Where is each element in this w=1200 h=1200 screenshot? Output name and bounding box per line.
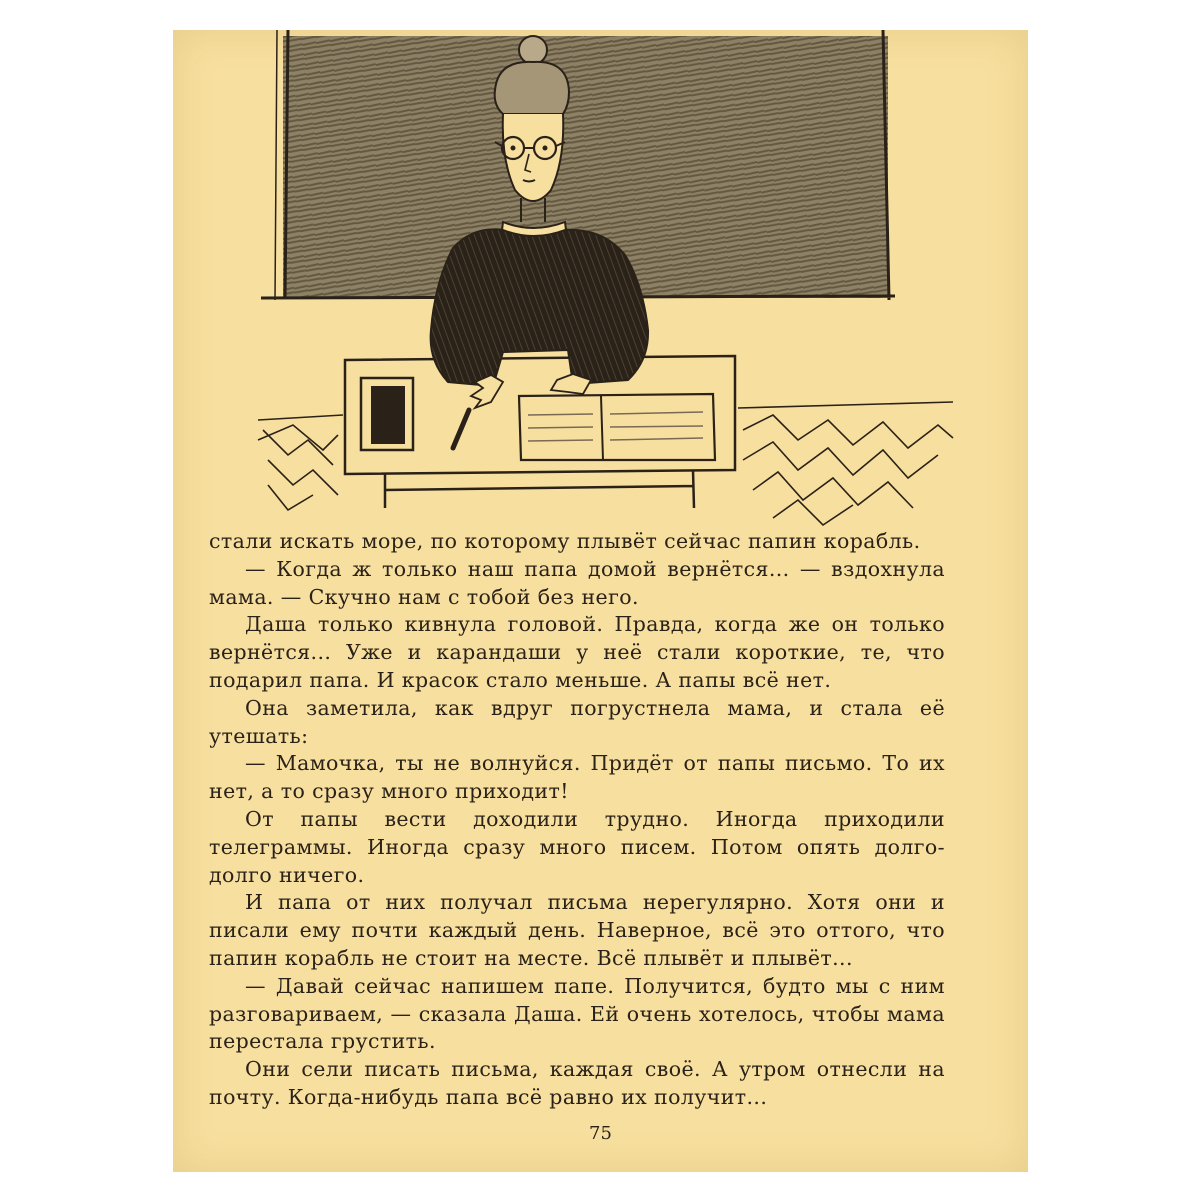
paragraph-2: — Когда ж только наш папа домой вернётся... — вздохнула мама. — Скучно нам с тобой без него.: [209, 556, 945, 609]
paragraph-3: Даша только кивнула головой. Правда, когда же он только вернётся... Уже и карандаши у неё стали короткие, те, что подарил папа. И красок стало меньше. А папы всё нет.: [209, 612, 945, 692]
paragraph-4: Она заметила, как вдруг погрустнела мама, и стала её утешать:: [209, 695, 945, 748]
paragraph-8: — Давай сейчас напишем папе. Получится, будто мы с ним разговариваем, — сказала Даша. Ей очень хотелось, чтобы мама перестала грустить.: [209, 973, 945, 1054]
desk-items: [361, 378, 715, 460]
paragraph-1: стали искать море, по которому плывёт сейчас папин корабль.: [209, 529, 921, 553]
paragraph-5: — Мамочка, ты не волнуйся. Придёт от папы письмо. То их нет, а то сразу много приходит!: [209, 751, 945, 804]
page-number: 75: [589, 1123, 612, 1144]
book-page: [173, 30, 1028, 1172]
story-text: [209, 528, 945, 1112]
paragraph-6: От папы вести доходили трудно. Иногда приходили телеграммы. Иногда сразу много писем. Потом опять долго-долго ничего.: [209, 806, 945, 887]
illustration: [173, 30, 1028, 530]
paragraph-7: И папа от них получал письма нерегулярно. Хотя они и писали ему почти каждый день. Наверное, всё это оттого, что папин корабль не стоит на месте. Всё плывёт и плывёт...: [209, 890, 945, 970]
paragraph-9: Они сели писать письма, каждая своё. А утром отнесли на почту. Когда-нибудь папа всё равно их получит...: [209, 1057, 945, 1109]
